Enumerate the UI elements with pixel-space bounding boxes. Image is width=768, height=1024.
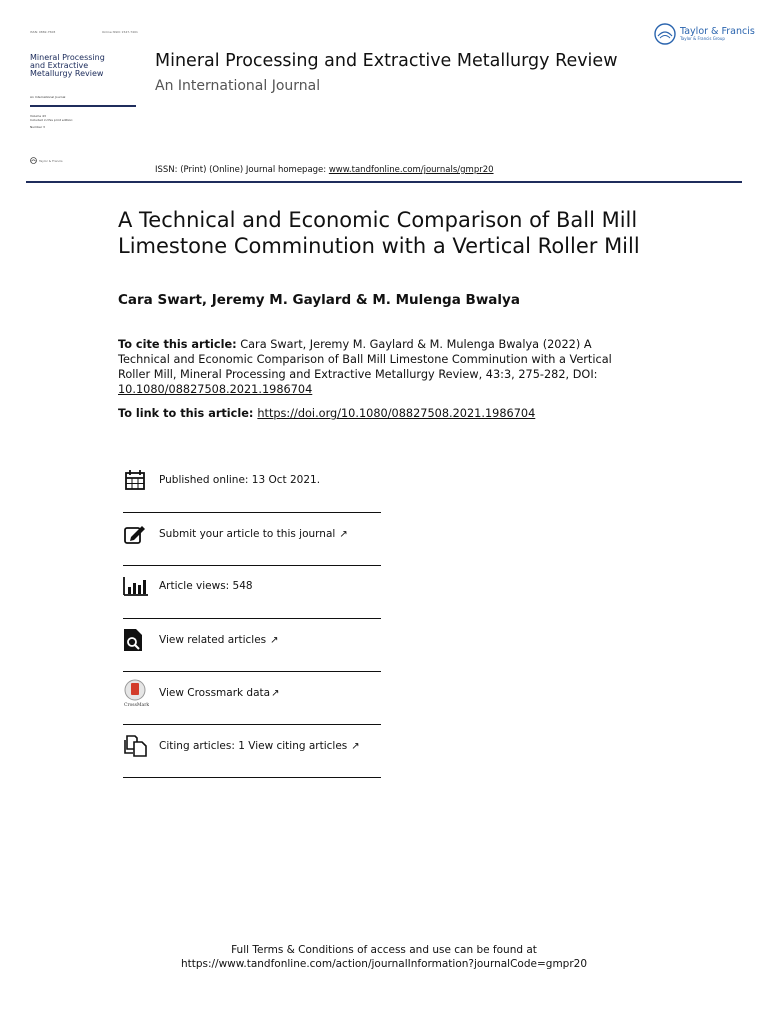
divider: [123, 671, 381, 672]
divider: [123, 724, 381, 725]
related-articles-text: View related articles: [159, 634, 267, 646]
external-link-icon: ↗: [270, 634, 279, 646]
cover-publisher-logo: [30, 157, 63, 164]
cover-title: Mineral Processing and Extractive Metallurgy Review: [30, 53, 105, 78]
header-rule: [26, 181, 742, 183]
footer-terms-link[interactable]: https://www.tandfonline.com/action/journalInformation?journalCode=gmpr20: [180, 958, 588, 970]
publisher-name: Taylor & Francis: [680, 26, 755, 37]
external-link-icon: ↗: [271, 687, 280, 699]
tf-logo-icon: [654, 23, 676, 45]
journal-cover: [30, 30, 140, 180]
cover-number: Number 3: [30, 125, 45, 129]
cover-volume: Volume 43: [30, 114, 46, 118]
related-articles-link[interactable]: [123, 627, 381, 653]
crossmark-icon: [123, 680, 159, 706]
journal-subtitle: An International Journal: [155, 78, 321, 94]
published-online-row: [123, 467, 381, 493]
cover-issn-left: ISSN: 0882-7508: [30, 30, 56, 34]
cite-text: Cara Swart, Jeremy M. Gaylard & M. Mulenga Bwalya (2022) A Technical and Economic Comparison of Ball Mill Limestone Comminution with a Vertical Roller Mill, Mineral Processing and Extractive Metallurgy Review, 43:3, 275-282, DOI:: [118, 338, 612, 381]
cite-label: To cite this article:: [118, 338, 237, 351]
calendar-icon: [123, 467, 159, 493]
divider: [123, 565, 381, 566]
submit-article-text: Submit your article to this journal: [159, 528, 336, 540]
submit-article-link[interactable]: [123, 521, 381, 547]
related-articles-icon: [123, 627, 159, 653]
divider: [123, 618, 381, 619]
footer-line-1: Full Terms & Conditions of access and use can be found at: [231, 944, 537, 956]
article-title: A Technical and Economic Comparison of Ball Mill Limestone Comminution with a Vertical Roller Mill: [118, 208, 640, 258]
journal-title: Mineral Processing and Extractive Metallurgy Review: [155, 51, 618, 71]
external-link-icon: ↗: [339, 528, 348, 540]
cover-rule: [30, 105, 136, 107]
journal-homepage-link[interactable]: www.tandfonline.com/journals/gmpr20: [328, 165, 494, 175]
publisher-logo[interactable]: [654, 23, 755, 45]
cite-doi-link[interactable]: 10.1080/08827508.2021.1986704: [118, 383, 313, 396]
cover-issue-note: Included in this print edition:: [30, 118, 74, 122]
divider: [123, 777, 381, 778]
article-views-text: Article views: 548: [159, 580, 253, 592]
link-line: [118, 406, 638, 421]
cover-logo-icon: [30, 157, 37, 164]
published-online-text: Published online: 13 Oct 2021.: [159, 474, 321, 486]
citing-articles-icon: [123, 733, 159, 759]
cover-issn-right: Online ISSN: 1547-7401: [102, 30, 138, 34]
doi-link[interactable]: https://doi.org/10.1080/08827508.2021.1986704: [257, 407, 536, 420]
issn-line: [155, 165, 494, 175]
publisher-group: Taylor & Francis Group: [680, 36, 725, 41]
bar-chart-icon: [123, 573, 159, 599]
cover-subtitle: An International Journal: [30, 95, 66, 99]
issn-text: ISSN: (Print) (Online) Journal homepage:: [155, 165, 329, 175]
divider: [123, 512, 381, 513]
external-link-icon: ↗: [351, 740, 360, 752]
edit-icon: [123, 521, 159, 547]
footer-terms: [84, 943, 684, 971]
crossmark-icon-label: CrossMark: [124, 703, 149, 707]
citation-block: [118, 337, 638, 397]
cover-publisher-mark: Taylor & Francis: [39, 158, 63, 163]
link-label: To link to this article:: [118, 407, 258, 420]
crossmark-link[interactable]: [123, 680, 381, 706]
citing-articles-text: Citing articles: 1 View citing articles: [159, 740, 348, 752]
article-views-row: [123, 573, 381, 599]
citing-articles-link[interactable]: [123, 733, 381, 759]
article-authors: Cara Swart, Jeremy M. Gaylard & M. Mulenga Bwalya: [118, 292, 520, 308]
crossmark-text: View Crossmark data: [159, 687, 271, 699]
